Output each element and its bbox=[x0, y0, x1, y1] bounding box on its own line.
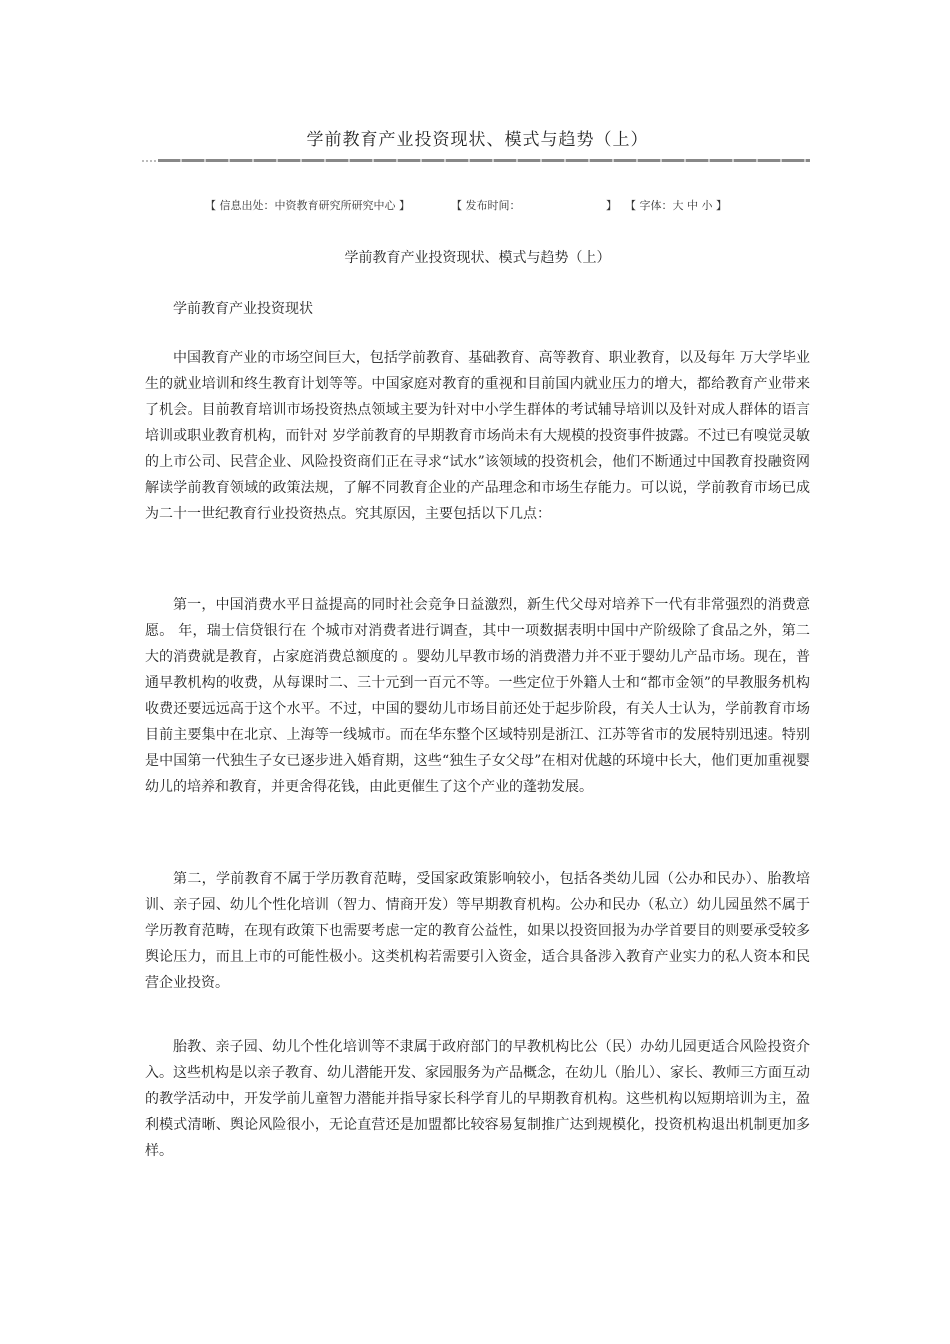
page-title: 学前教育产业投资现状、模式与趋势（上） bbox=[306, 130, 649, 150]
title-divider bbox=[142, 159, 810, 164]
meta-source: 【 信息出处：中资教育研究所研究中心 】 bbox=[205, 199, 410, 212]
paragraph: 胎教、亲子园、幼儿个性化培训等不隶属于政府部门的早教机构比公（民）办幼儿园更适合风险投资介入。这些机构是以亲子教育、幼儿潜能开发、家园服务为产品概念，在幼儿（胎儿）、家长、教师三方面互动的教学活动中，开发学前儿童智力潜能并指导家长科学育儿的早期教育机构。这些机构以短期培训为主，盈利模式清晰、舆论风险很小，无论直营还是加盟都比较容易复制推广达到规模化，投资机构退出机制更加多样。 bbox=[145, 1039, 810, 1159]
article-subtitle: 学前教育产业投资现状、模式与趋势（上） bbox=[344, 250, 611, 266]
meta-publish-time-close: 】 bbox=[606, 199, 617, 212]
paragraph: 中国教育产业的市场空间巨大，包括学前教育、基础教育、高等教育、职业教育，以及每年 万大学毕业生的就业培训和终生教育计划等等。中国家庭对教育的重视和目前国内就业压力的增大，都给教育产业带来了机会。目前教育培训市场投资热点领域主要为针对中小学生群体的考试辅导培训以及针对成人群体的语言培训或职业教育机构，而针对 岁学前教育的早期教育市场尚未有大规模的投资事件披露。不过已有嗅觉灵敏的上市公司、民营企业、风险投资商们正在寻求“试水”该领域的投资机会，他们不断通过中国教育投融资网解读学前教育领域的政策法规，了解不同教育企业的产品理念和市场生存能力。可以说，学前教育市场已成为二十一世纪教育行业投资热点。究其原因，主要包括以下几点： bbox=[145, 350, 810, 522]
divider-dots bbox=[142, 160, 156, 164]
divider-line bbox=[158, 159, 810, 162]
paragraph: 第二，学前教育不属于学历教育范畴，受国家政策影响较小，包括各类幼儿园（公办和民办）、胎教培训、亲子园、幼儿个性化培训（智力、情商开发）等早期教育机构。公办和民办（私立）幼儿园虽然不属于学历教育范畴，在现有政策下也需要考虑一定的教育公益性，如果以投资回报为办学首要目的则要承受较多舆论压力，而且上市的可能性极小。这类机构若需要引入资金，适合具备涉入教育产业实力的私人资本和民营企业投资。 bbox=[145, 871, 810, 991]
paragraph: 第一，中国消费水平日益提高的同时社会竞争日益激烈，新生代父母对培养下一代有非常强烈的消费意愿。 年，瑞士信贷银行在 个城市对消费者进行调查，其中一项数据表明中国中产阶级除了食品之外，第二大的消费就是教育，占家庭消费总额度的 。婴幼儿早教市场的消费潜力并不亚于婴幼儿产品市场。现在，普通早教机构的收费，从每课时二、三十元到一百元不等。一些定位于外籍人士和“都市金领”的早教服务机构收费还要远远高于这个水平。不过，中国的婴幼儿市场目前还处于起步阶段，有关人士认为，学前教育市场目前主要集中在北京、上海等一线城市。而在华东整个区域特别是浙江、江苏等省市的发展特别迅速。特别是中国第一代独生子女已逐步进入婚育期，这些“独生子女父母”在相对优越的环境中长大，他们更加重视婴幼儿的培养和教育，并更舍得花钱，由此更催生了这个产业的蓬勃发展。 bbox=[145, 597, 810, 795]
section-heading: 学前教育产业投资现状 bbox=[173, 301, 313, 317]
font-size-selector[interactable]: 【 字体：大 中 小 】 bbox=[625, 199, 727, 212]
meta-publish-time: 【 发布时间： bbox=[451, 199, 521, 212]
